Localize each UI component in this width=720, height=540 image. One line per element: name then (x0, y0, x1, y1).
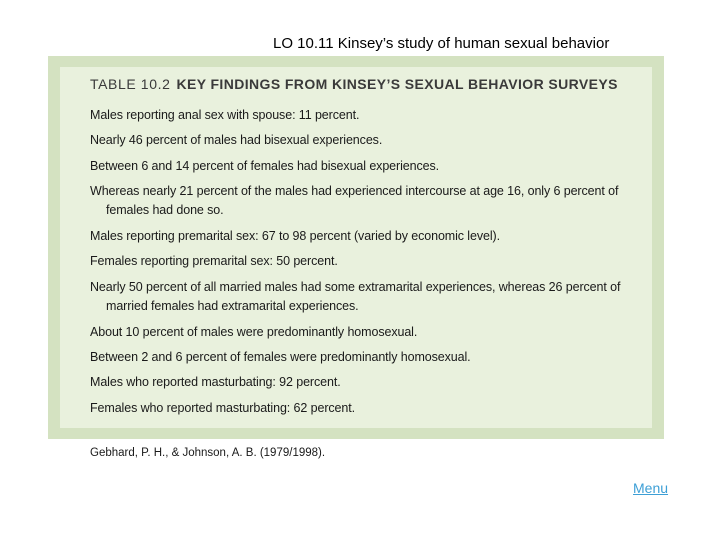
table-label: TABLE 10.2 (90, 76, 171, 92)
table-source: Gebhard, P. H., & Johnson, A. B. (1979/1998). (90, 447, 326, 459)
slide-title: LO 10.11 Kinsey’s study of human sexual behavior (273, 35, 610, 52)
finding-item: Whereas nearly 21 percent of the males had experienced intercourse at age 16, only 6 percent of females had done so. (90, 184, 619, 217)
finding-item: Nearly 46 percent of males had bisexual experiences. (90, 133, 383, 147)
finding-item: Between 2 and 6 percent of females were predominantly homosexual. (90, 350, 471, 364)
finding-item: Males reporting premarital sex: 67 to 98 percent (varied by economic level). (90, 229, 500, 243)
finding-item: Females who reported masturbating: 62 percent. (90, 401, 355, 415)
finding-item: Between 6 and 14 percent of females had bisexual experiences. (90, 159, 439, 173)
table-caption (90, 76, 618, 92)
finding-item: Males reporting anal sex with spouse: 11 percent. (90, 108, 360, 122)
finding-item: Nearly 50 percent of all married males had some extramarital experiences, whereas 26 percent of married females had extramarital experiences. (90, 280, 621, 313)
finding-item: Females reporting premarital sex: 50 percent. (90, 254, 338, 268)
finding-item: Males who reported masturbating: 92 percent. (90, 375, 341, 389)
table-title: KEY FINDINGS FROM KINSEY’S SEXUAL BEHAVIOR SURVEYS (176, 76, 618, 92)
finding-item: About 10 percent of males were predominantly homosexual. (90, 325, 418, 339)
menu-link[interactable]: Menu (633, 480, 669, 496)
